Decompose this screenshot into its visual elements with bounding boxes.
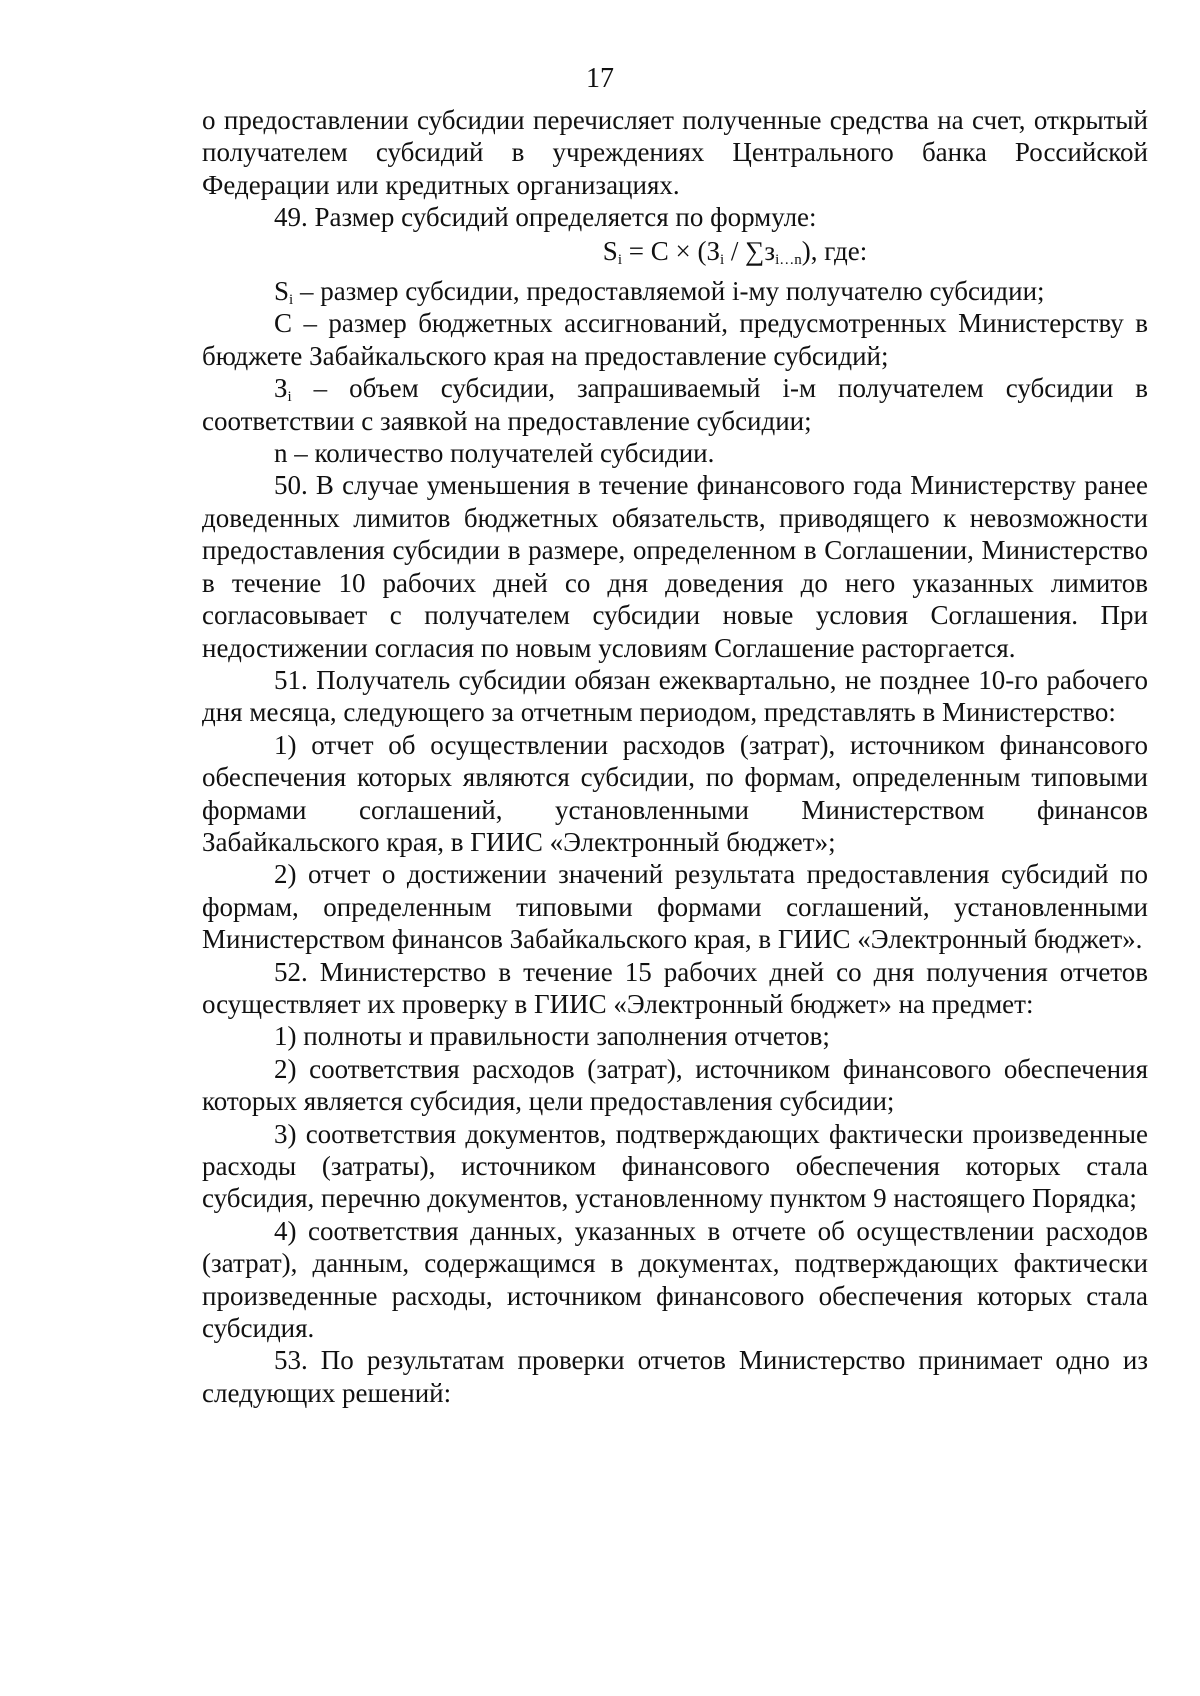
definition-zi-text: – объем субсидии, запрашиваемый i-м получателем субсидии в соответствии с заявкой на предоставление субсидии; — [202, 373, 1149, 436]
formula-sum: / ∑з — [724, 235, 776, 266]
document-body — [202, 104, 1148, 1409]
symbol-s-sub: i — [289, 292, 294, 309]
paragraph-49: 49. Размер субсидий определяется по формуле: — [274, 202, 817, 233]
symbol-z: З — [274, 373, 288, 404]
formula-sum-sub: i…n — [775, 251, 802, 268]
paragraph-52: 52. Министерство в течение 15 рабочих дней со дня получения отчетов осуществляет их проверку в ГИИС «Электронный бюджет» на предмет: — [202, 956, 1148, 1019]
paragraph-50: 50. В случае уменьшения в течение финансового года Министерству ранее доведенных лимитов бюджетных обязательств, приводящего к невозможности предоставления субсидии в размере, определенном в Соглашении, Министерство в течение 10 рабочих дней со дня доведения до него указанных лимитов согласовывает с получателем субсидии новые условия Соглашения. При недостижении согласия по новым условиям Соглашение расторгается. — [202, 470, 1148, 663]
formula-s: S — [602, 235, 618, 266]
definition-zi — [202, 372, 1148, 437]
paragraph-52-item-4: 4) соответствия данных, указанных в отчете об осуществлении расходов (затрат), данным, содержащимся в документах, подтверждающих фактически произведенные расходы, источником финансового обеспечения которых стала субсидия. — [202, 1215, 1148, 1344]
definition-si — [202, 275, 1148, 307]
definition-c: С – размер бюджетных ассигнований, предусмотренных Министерству в бюджете Забайкальского края на предоставление субсидий; — [202, 308, 1148, 371]
paragraph-52-item-1: 1) полноты и правильности заполнения отчетов; — [274, 1021, 830, 1052]
formula-z-sub: i — [719, 251, 725, 268]
paragraph-52-item-2: 2) соответствия расходов (затрат), источником финансового обеспечения которых является субсидия, цели предоставления субсидии; — [202, 1053, 1148, 1117]
formula-s-sub: i — [617, 251, 622, 268]
paragraph-continuation: о предоставлении субсидии перечисляет полученные средства на счет, открытый получателем субсидий в учреждениях Центрального банка Российской Федерации или кредитных организациях. — [202, 105, 1148, 200]
paragraph-51-item-1: 1) отчет об осуществлении расходов (затрат), источником финансового обеспечения которых являются субсидии, по формам, определенным типовыми формами соглашений, установленными Министерством финансов Забайкальского края, в ГИИС «Электронный бюджет»; — [202, 729, 1148, 857]
page-number: 17 — [586, 63, 614, 94]
paragraph-53: 53. По результатам проверки отчетов Министерство принимает одно из следующих решений: — [202, 1345, 1148, 1408]
paragraph-51-item-2: 2) отчет о достижении значений результата предоставления субсидий по формам, определенным типовыми формами соглашений, установленными Министерством финансов Забайкальского края, в ГИИС «Электронный бюджет». — [202, 859, 1148, 955]
symbol-s: S — [274, 276, 290, 307]
symbol-z-sub: i — [287, 389, 292, 406]
paragraph-51: 51. Получатель субсидии обязан ежеквартально, не позднее 10-го рабочего дня месяца, следующего за отчетным периодом, представлять в Министерство: — [202, 664, 1148, 728]
formula — [202, 235, 1148, 267]
definition-si-text: – размер субсидии, предоставляемой i-му получателю субсидии; — [299, 276, 1045, 307]
definition-n: n – количество получателей субсидии. — [274, 438, 715, 469]
paragraph-52-item-3: 3) соответствия документов, подтверждающих фактически произведенные расходы (затраты), источником финансового обеспечения которых стала субсидия, перечню документов, установленному пунктом 9 настоящего Порядка; — [202, 1118, 1148, 1214]
formula-eq: = С × (З — [622, 235, 720, 266]
formula-tail: ), где: — [801, 235, 868, 266]
